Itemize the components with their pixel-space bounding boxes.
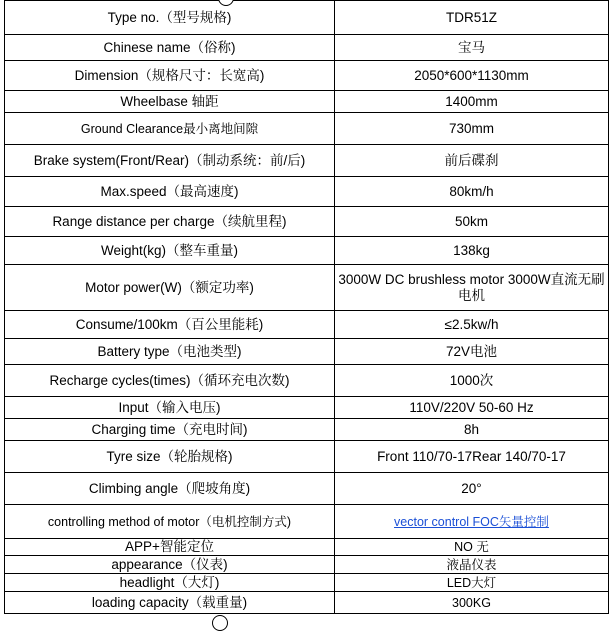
row-label: Charging time（充电时间): [5, 419, 335, 441]
spec-sheet: [4, 0, 608, 614]
row-label: Chinese name（俗称): [5, 35, 335, 61]
row-value: 1400mm: [335, 91, 609, 113]
row-value: 730mm: [335, 113, 609, 145]
row-value: LED大灯: [335, 574, 609, 592]
row-label: appearance（仪表): [5, 556, 335, 574]
row-label: Type no.（型号规格): [5, 1, 335, 35]
table-row: [5, 592, 609, 614]
row-value: NO 无: [335, 539, 609, 556]
row-label: APP+智能定位: [5, 539, 335, 556]
row-label: Climbing angle（爬坡角度): [5, 473, 335, 505]
row-label: Tyre size（轮胎规格): [5, 441, 335, 473]
row-value: 138kg: [335, 237, 609, 265]
row-label: Motor power(W)（额定功率): [5, 265, 335, 311]
table-row: [5, 35, 609, 61]
table-row: [5, 177, 609, 207]
table-row: [5, 473, 609, 505]
table-row: [5, 574, 609, 592]
row-value: 1000次: [335, 365, 609, 397]
row-value: TDR51Z: [335, 1, 609, 35]
row-label: headlight（大灯): [5, 574, 335, 592]
row-value: 3000W DC brushless motor 3000W直流无刷电机: [335, 265, 609, 311]
row-value: 20°: [335, 473, 609, 505]
table-row: [5, 365, 609, 397]
row-value: 8h: [335, 419, 609, 441]
table-row: [5, 91, 609, 113]
table-row: [5, 556, 609, 574]
table-row: [5, 145, 609, 177]
table-row: [5, 265, 609, 311]
row-label: Ground Clearance最小离地间隙: [5, 113, 335, 145]
table-row: [5, 539, 609, 556]
table-row: [5, 237, 609, 265]
row-label: Dimension（规格尺寸：长宽高): [5, 61, 335, 91]
row-value: 前后碟刹: [335, 145, 609, 177]
table-row: [5, 397, 609, 419]
row-value: 2050*600*1130mm: [335, 61, 609, 91]
table-row: [5, 1, 609, 35]
row-value: 300KG: [335, 592, 609, 614]
table-row: [5, 61, 609, 91]
row-label: Weight(kg)（整车重量): [5, 237, 335, 265]
crop-edge-circle-bottom: [212, 615, 228, 631]
table-row: [5, 339, 609, 365]
table-row: [5, 505, 609, 539]
row-value: 液晶仪表: [335, 556, 609, 574]
row-label: Range distance per charge（续航里程): [5, 207, 335, 237]
row-value: 72V电池: [335, 339, 609, 365]
row-value-link[interactable]: vector control FOC矢量控制: [335, 505, 609, 539]
table-row: [5, 113, 609, 145]
row-label: Battery type（电池类型): [5, 339, 335, 365]
table-row: [5, 207, 609, 237]
row-label: Wheelbase 轴距: [5, 91, 335, 113]
spec-table: [4, 0, 609, 614]
row-label: Max.speed（最高速度): [5, 177, 335, 207]
row-label: Consume/100km（百公里能耗): [5, 311, 335, 339]
row-value: 80km/h: [335, 177, 609, 207]
row-value: 宝马: [335, 35, 609, 61]
table-row: [5, 441, 609, 473]
table-row: [5, 419, 609, 441]
row-label: Input（输入电压): [5, 397, 335, 419]
row-label: loading capacity（载重量): [5, 592, 335, 614]
row-label: controlling method of motor（电机控制方式): [5, 505, 335, 539]
row-label: Recharge cycles(times)（循环充电次数): [5, 365, 335, 397]
row-value: 110V/220V 50-60 Hz: [335, 397, 609, 419]
row-value: ≤2.5kw/h: [335, 311, 609, 339]
row-label: Brake system(Front/Rear)（制动系统：前/后): [5, 145, 335, 177]
row-value: 50km: [335, 207, 609, 237]
table-row: [5, 311, 609, 339]
row-value: Front 110/70-17Rear 140/70-17: [335, 441, 609, 473]
